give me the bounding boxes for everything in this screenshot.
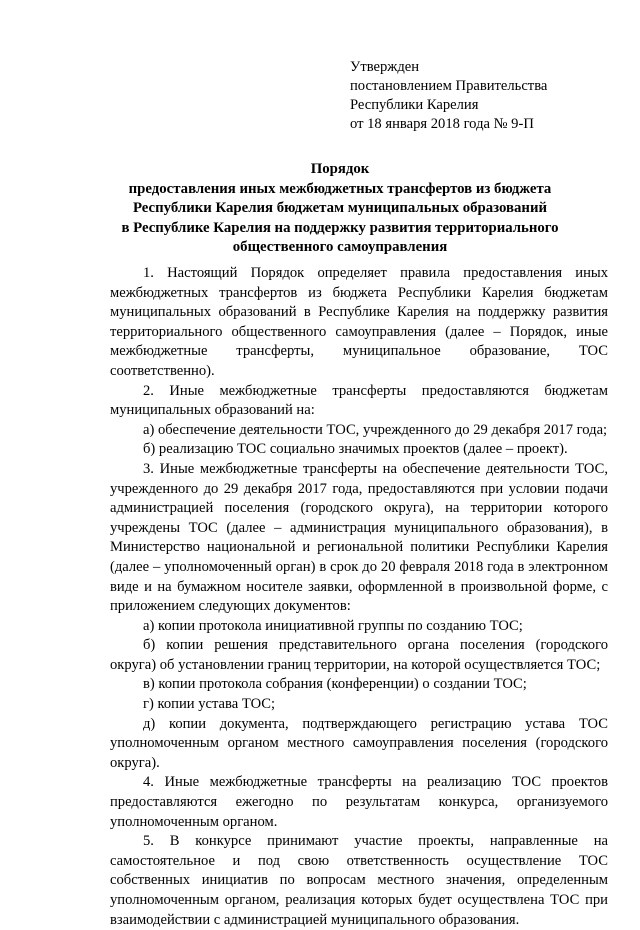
paragraph-3a: а) копии протокола инициативной группы по созданию ТОС; — [143, 617, 523, 634]
paragraph-2a: а) обеспечение деятельности ТОС, учрежденного до 29 декабря 2017 года; — [143, 421, 608, 438]
document-body — [110, 264, 608, 930]
approval-line: от 18 января 2018 года № 9-П — [350, 116, 534, 132]
approval-line: Утвержден — [350, 59, 420, 75]
paragraph-3: 3. Иные межбюджетные трансферты на обеспечение деятельности ТОС, учрежденного до 29 декабря 2017 года, предоставляются при условии подачи администрацией поселения (городского округа), на территории которого учреждены ТОС (далее – администрация муниципального образования), в Министерство национальной и региональной политики Республики Карелия (далее – уполномоченный орган) в срок до 20 февраля 2018 года в электронном виде и на бумажном носителе заявки, оформленной в произвольной форме, с приложением следующих документов: — [110, 460, 608, 615]
paragraph-3b: б) копии решения представительного органа поселения (городского округа) об установлении границ территории, на которой осуществляется ТОС; — [110, 637, 608, 673]
paragraph-1: 1. Настоящий Порядок определяет правила предоставления иных межбюджетных трансфертов из бюджета Республики Карелия бюджетам муниципальных образований в Республике Карелия на поддержку развития территориального общественного самоуправления (далее – Порядок, иные межбюджетные трансферты, муниципальное образование, ТОС соответственно). — [110, 265, 608, 379]
paragraph-4: 4. Иные межбюджетные трансферты на реализацию ТОС проектов предоставляются ежегодно по результатам конкурса, организуемого уполномоченным органом. — [110, 774, 608, 830]
paragraph-2b: б) реализацию ТОС социально значимых проектов (далее – проект). — [143, 441, 568, 458]
approval-block — [350, 58, 547, 134]
approval-line: постановлением Правительства — [350, 78, 548, 94]
approval-line: Республики Карелия — [350, 97, 479, 113]
document-title — [80, 160, 600, 258]
paragraph-3d: г) копии устава ТОС; — [143, 696, 276, 713]
paragraph-2: 2. Иные межбюджетные трансферты предоставляются бюджетам муниципальных образований на: — [110, 382, 608, 419]
title-line: предоставления иных межбюджетных трансфертов из бюджета — [128, 180, 552, 197]
title-line: в Республике Карелия на поддержку развития территориального — [121, 219, 559, 236]
paragraph-3e: д) копии документа, подтверждающего регистрацию устава ТОС уполномоченным органом местного самоуправления поселения (городского округа). — [110, 715, 608, 771]
title-line: Порядок — [310, 161, 370, 177]
title-line: общественного самоуправления — [232, 239, 448, 256]
paragraph-3c: в) копии протокола собрания (конференции) о создании ТОС; — [143, 676, 527, 693]
title-line: Республики Карелия бюджетам муниципальных образований — [132, 200, 548, 217]
paragraph-5: 5. В конкурсе принимают участие проекты, направленные на самостоятельное и под свою ответственность осуществление ТОС собственных инициатив по вопросам местного значения, определенным уполномоченным органом, реализация которых будет осуществлена ТОС при взаимодействии с администрацией муниципального образования. — [110, 833, 608, 928]
